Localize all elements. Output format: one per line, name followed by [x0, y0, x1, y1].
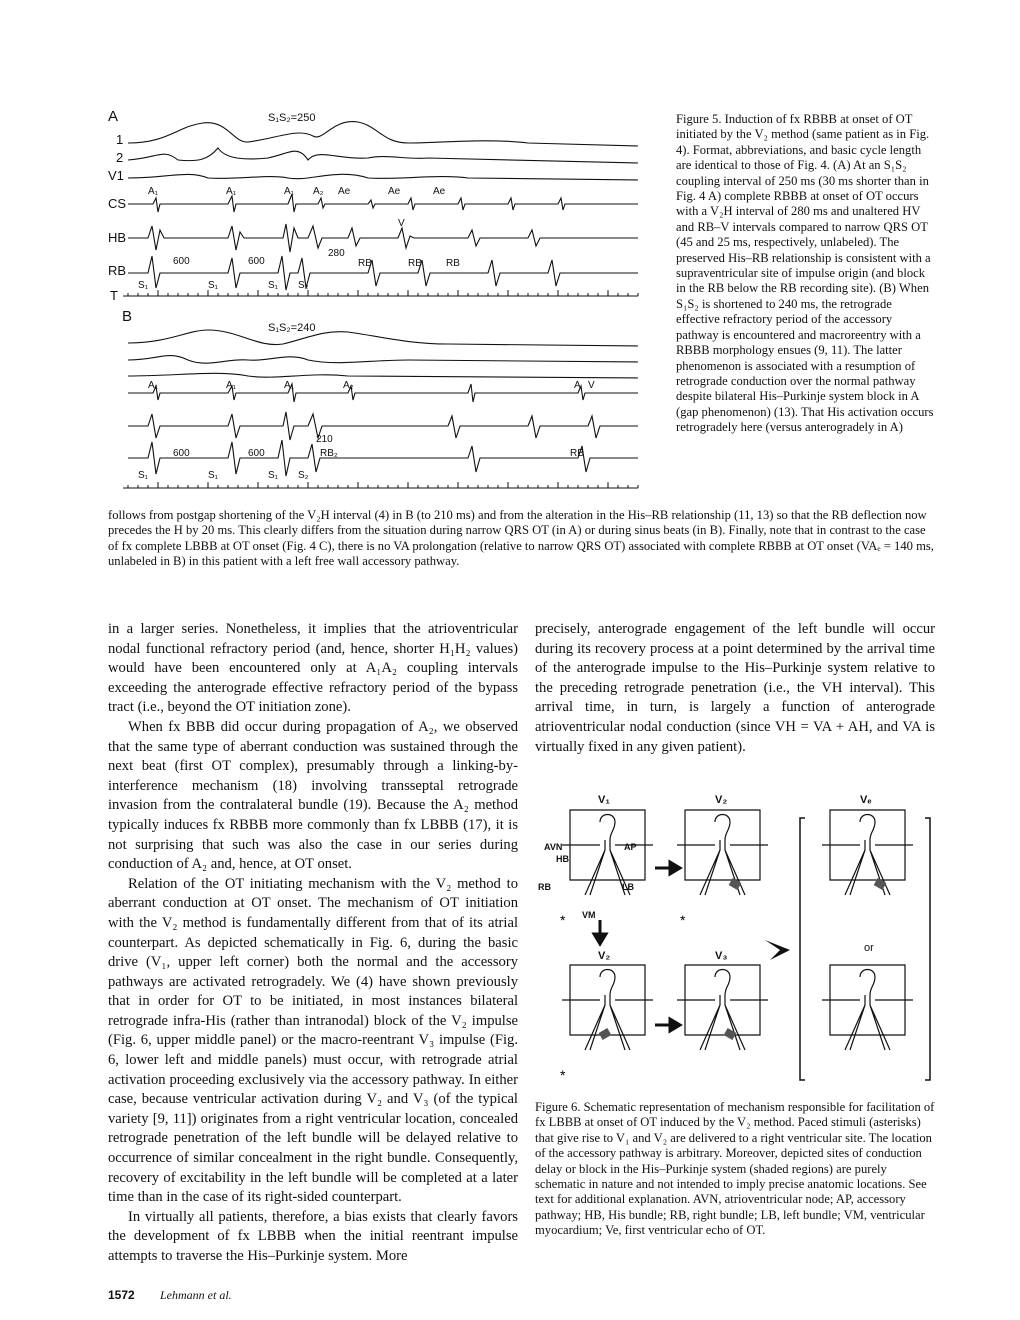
- panel-b-coupling: S₁S₂=240: [268, 322, 316, 334]
- lead-label-2: 2: [116, 150, 124, 165]
- label-ve: Vₑ: [860, 794, 872, 806]
- right-column: [535, 620, 935, 757]
- page-number: 1572: [108, 1288, 135, 1302]
- label-hb: HB: [556, 854, 569, 864]
- annot-rb: RB: [358, 258, 372, 269]
- annot-rb: RB: [446, 258, 460, 269]
- panel-b-label: B: [122, 308, 133, 325]
- annot-210: 210: [316, 434, 333, 445]
- label-v1: V₁: [598, 794, 610, 806]
- lead-label-hb: HB: [108, 230, 127, 245]
- label-avn: AVN: [544, 842, 563, 852]
- panel-a-interval-1: 600: [173, 256, 190, 267]
- stimulus-asterisk: *: [560, 912, 566, 928]
- annot-s1: S₁: [138, 280, 149, 291]
- annot-rb: RB: [408, 258, 422, 269]
- annot-s2: S₂: [298, 280, 309, 291]
- panel-a-coupling: S₁S₂=250: [268, 112, 316, 124]
- paragraph: In virtually all patients, therefore, a bias exists that clearly favors the development of fx LBBB when the initial reentrant impulse attempts to traverse the His–Purkinje system. More: [108, 1208, 518, 1264]
- stimulus-asterisk: *: [560, 1067, 566, 1083]
- annot-a1: A₁: [284, 380, 295, 391]
- annot-s1: S₁: [138, 470, 149, 481]
- panel-a-label: A: [108, 108, 119, 125]
- annot-a1: A₁: [226, 186, 237, 197]
- label-rb: RB: [538, 882, 551, 892]
- running-authors: Lehmann et al.: [160, 1288, 232, 1302]
- label-vm: VM: [582, 910, 596, 920]
- label-ap: AP: [624, 842, 637, 852]
- annot-a1: A₁: [148, 380, 159, 391]
- figure5-caption-continued: follows from postgap shortening of the V₂H interval (4) in B (to 210 ms) and from the alteration in the His–RB relationship (11, 13) so that the RB deflection now precedes the H by 20 ms. This clearly differs from the situation during narrow QRS OT (in A) or during sinus beats (in B). Finally, note that in contrast to the case of fx complete LBBB at OT onset (Fig. 4 C), there is no VA prolongation (relative to narrow QRS OT) associated with complete RBBB at OT onset (VAₑ = 140 ms, unlabeled in B) in this patient with a left free wall accessory pathway.: [108, 508, 934, 569]
- label-lb: LB: [622, 882, 634, 892]
- figure5-tracings: [108, 108, 653, 500]
- annot-rb: RB: [570, 448, 584, 459]
- label-v2-top: V₂: [715, 794, 728, 806]
- annot-s1: S₁: [268, 470, 279, 481]
- annot-s1: S₁: [208, 470, 219, 481]
- label-or: or: [864, 942, 874, 954]
- left-column: [108, 620, 518, 1267]
- annot-a2: A₂: [343, 380, 354, 391]
- figure5-caption-side: Figure 5. Induction of fx RBBB at onset of OT initiated by the V₂ method (same patient as in Fig. 4). Format, abbreviations, and basic cycle length are identical to those of Fig. 4. (A) At an S₁S₂ coupling interval of 250 ms (30 ms shorter than in Fig. 4 A) complete RBBB at onset of OT occurs with a V₂H interval of 280 ms and unaltered HV and RB–V intervals compared to narrow QRS OT (45 and 25 ms, respectively, unlabeled). The preserved His–RB relationship is consistent with a supraventricular site of impulse origin (and block in the RB below the RB recording site). (B) When S₁S₂ is shortened to 240 ms, the retrograde effective refractory period of the accessory pathway is encountered and macroreentry with a RBBB morphology ensues (9, 11). The latter phenomenon is associated with a resumption of retrograde conduction over the normal pathway despite bilateral His–Purkinje system block in A (gap phenomenon) (13). That His activation occurs retrogradely here (versus anterogradely in A): [676, 112, 934, 435]
- ecg-tracing-svg: [108, 108, 653, 500]
- figure6-svg: [530, 790, 940, 1090]
- annot-280: 280: [328, 248, 345, 259]
- annot-s1: S₁: [208, 280, 219, 291]
- annot-v: V: [588, 380, 595, 391]
- lead-label-t: T: [110, 288, 118, 303]
- annot-s2: S₂: [298, 470, 309, 481]
- panel-a-interval-2: 600: [248, 256, 265, 267]
- annot-s1: S₁: [268, 280, 279, 291]
- panel-b-interval-2: 600: [248, 448, 265, 459]
- paragraph: in a larger series. Nonetheless, it implies that the atrioventricular nodal functional refractory period (and, hence, shorter H₁H₂ values) would have been encountered only at A₁A₂ coupling intervals exceeding the anterograde effective refractory period of the bypass tract (i.e., beyond the OT initiation zone).: [108, 621, 518, 716]
- annot-a2: A₂: [313, 186, 324, 197]
- paragraph: Relation of the OT initiating mechanism with the V₂ method to aberrant conduction at OT onset. The mechanism of OT initiation with the V₂ method is fundamentally different from that of its atrial counterpart. As depicted schematically in Fig. 6, during the basic drive (V₁, upper left corner) both the normal and the accessory pathways are activated retrogradely. We (4) have shown previously that in order for OT to be initiated, in most instances bilateral retrograde infra-His (rather than intranodal) block of the V₂ impulse (Fig. 6, upper middle panel) or the macro-reentrant V₃ impulse (Fig. 6, lower left and middle panels) must occur, with retrograde atrial activation proceeding exclusively via the accessory pathway. In either case, because ventricular activation during V₂ and V₃ (of the typical variety [9, 11]) originates from a right ventricular location, concealed retrograde penetration of the left bundle will be delayed relative to occurrence of similar concealment in the right bundle. Consequently, recovery of excitability in the left bundle will be completed at a later time than in the case of its right-sided counterpart.: [108, 875, 518, 1206]
- annot-a1: A₁: [148, 186, 159, 197]
- annot-a: A: [574, 380, 581, 391]
- annot-rb2: RB₂: [320, 448, 338, 459]
- paragraph: When fx BBB did occur during propagation of A₂, we observed that the same type of aberrant conduction was sustained through the next beat (first OT complex), presumably through a linking-by-interference mechanism (18) involving transseptal retrograde invasion from the contralateral bundle (19). Because the A₂ method typically induces fx RBBB more commonly than fx LBBB (17), it is not surprising that such was also the case in our series during conduction of A₂ and, hence, at OT onset.: [108, 718, 518, 873]
- annot-ae: Ae: [388, 186, 401, 197]
- annot-a1: A₁: [226, 380, 237, 391]
- annot-ae: Ae: [433, 186, 446, 197]
- lead-label-1: 1: [116, 132, 124, 147]
- annot-ae: Ae: [338, 186, 351, 197]
- annot-v: V: [398, 218, 405, 229]
- figure6-caption: Figure 6. Schematic representation of mechanism responsible for facilitation of fx LBBB at onset of OT induced by the V₂ method. Paced stimuli (asterisks) that give rise to V₁ and V₂ are delivered to a right ventricular site. The location of the accessory pathway is arbitrary. Moreover, depicted sites of conduction delay or block in the His–Purkinje system (shaded regions) are purely schematic in nature and not intended to imply precise anatomic locations. See text for additional explanation. AVN, atrioventricular node; AP, accessory pathway; HB, His bundle; RB, right bundle; LB, left bundle; VM, ventricular myocardium; Ve, first ventricular echo of OT.: [535, 1100, 935, 1238]
- annot-a1: A₁: [284, 186, 295, 197]
- paragraph: precisely, anterograde engagement of the left bundle will occur during its recovery process at a point determined by the arrival time of the anterograde impulse to the His–Purkinje system relative to the preceding retrograde penetration (i.e., the VH interval). This arrival time, in turn, is largely a function of anterograde atrioventricular nodal conduction (since VH = VA + AH, and VA is virtually fixed in any given patient).: [535, 621, 935, 755]
- lead-label-rb: RB: [108, 263, 127, 278]
- label-v2-bottom: V₂: [598, 950, 611, 962]
- panel-b-interval-1: 600: [173, 448, 190, 459]
- stimulus-asterisk: *: [680, 912, 686, 928]
- label-v3: V₃: [715, 950, 728, 962]
- lead-label-v1: V1: [108, 168, 124, 183]
- figure6-schematic: [530, 790, 940, 1090]
- lead-label-cs: CS: [108, 196, 127, 211]
